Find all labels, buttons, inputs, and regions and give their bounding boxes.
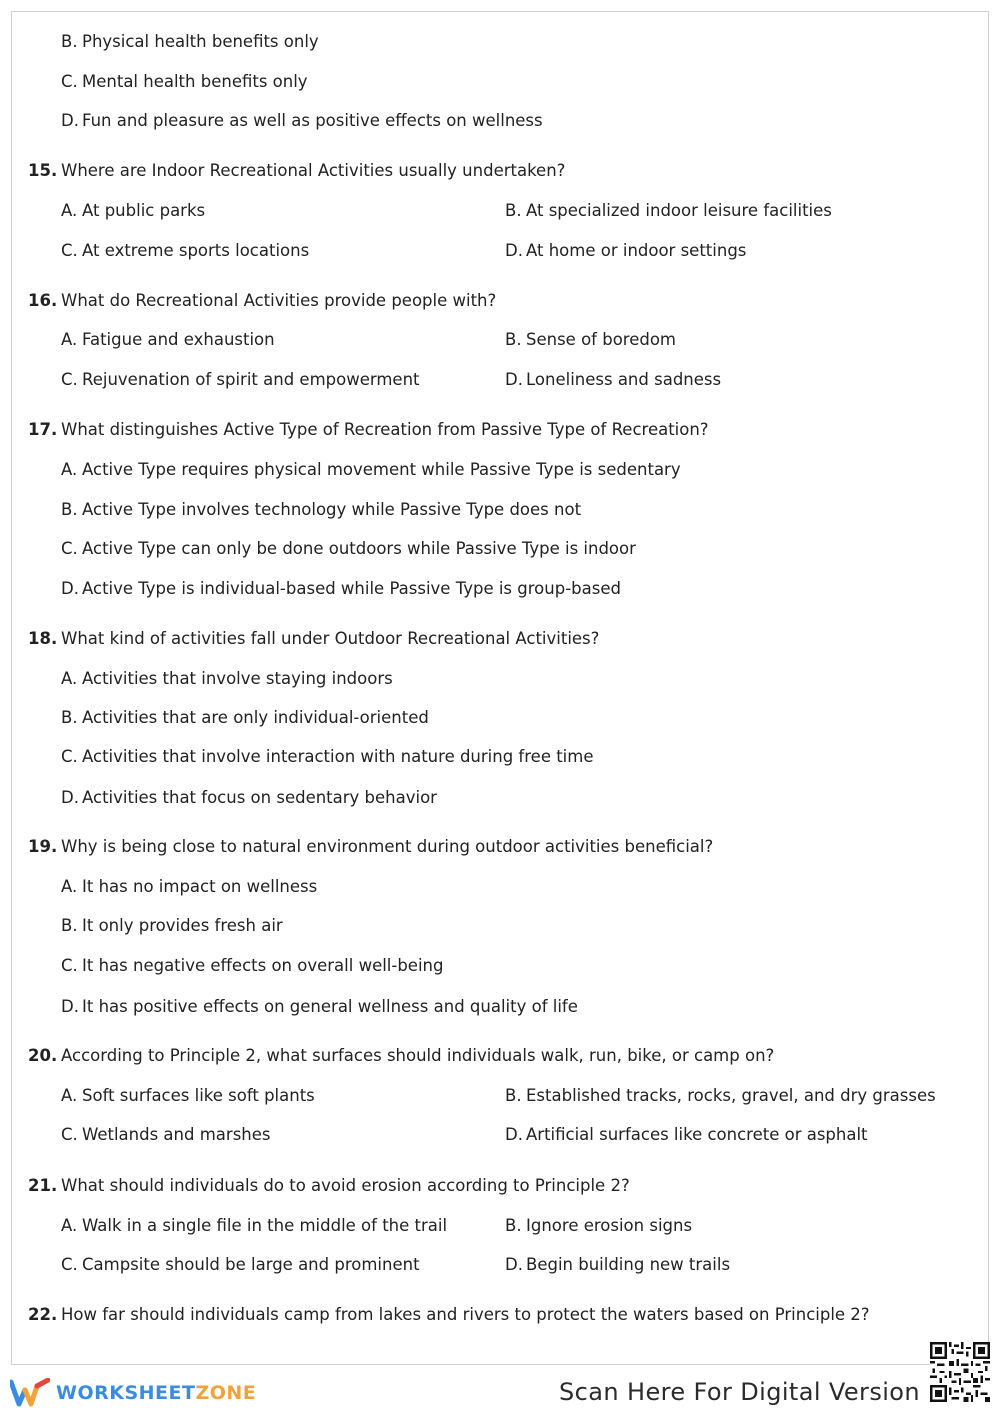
option: C. Rejuvenation of spirit and empowerment <box>61 370 420 389</box>
logo-text: WORKSHEETZONE <box>56 1382 257 1404</box>
option: A. Active Type requires physical movement while Passive Type is sedentary <box>61 460 681 479</box>
option: B. Ignore erosion signs <box>505 1216 693 1235</box>
option: A. Walk in a single file in the middle of the trail <box>61 1216 448 1235</box>
question-text: How far should individuals camp from lakes and rivers to protect the waters based on Principle 2? <box>61 1305 870 1324</box>
question-text: What should individuals do to avoid erosion according to Principle 2? <box>61 1176 630 1195</box>
option: C. Activities that involve interaction with nature during free time <box>61 747 594 766</box>
option: A. Fatigue and exhaustion <box>61 330 275 349</box>
option: C. Active Type can only be done outdoors while Passive Type is indoor <box>61 539 636 558</box>
option: D. Loneliness and sadness <box>505 370 722 389</box>
question-number: 20. <box>28 1046 58 1065</box>
question-text: Why is being close to natural environment during outdoor activities beneficial? <box>61 837 714 856</box>
option: A. At public parks <box>61 201 206 220</box>
option: B. It only provides fresh air <box>61 916 283 935</box>
option: C. Wetlands and marshes <box>61 1125 271 1144</box>
option-continued-d: D. Fun and pleasure as well as positive effects on wellness <box>61 111 543 130</box>
question-number: 17. <box>28 420 58 439</box>
option-continued-c: C. Mental health benefits only <box>61 72 308 91</box>
question-number: 16. <box>28 291 58 310</box>
option: D. Active Type is individual-based while Passive Type is group-based <box>61 579 621 598</box>
option: A. Soft surfaces like soft plants <box>61 1086 315 1105</box>
question-text: What kind of activities fall under Outdoor Recreational Activities? <box>61 629 600 648</box>
option: B. Activities that are only individual-oriented <box>61 708 429 727</box>
option: D. It has positive effects on general wellness and quality of life <box>61 997 578 1016</box>
question-text: Where are Indoor Recreational Activities usually undertaken? <box>61 161 566 180</box>
option: B. Active Type involves technology while Passive Type does not <box>61 500 582 519</box>
option: D. Artificial surfaces like concrete or asphalt <box>505 1125 868 1144</box>
option: D. At home or indoor settings <box>505 241 747 260</box>
logo-mark-icon <box>10 1378 50 1408</box>
option: A. It has no impact on wellness <box>61 877 318 896</box>
option: B. Established tracks, rocks, gravel, and dry grasses <box>505 1086 936 1105</box>
question-number: 15. <box>28 161 58 180</box>
question-number: 18. <box>28 629 58 648</box>
option: B. At specialized indoor leisure facilities <box>505 201 832 220</box>
option: D. Activities that focus on sedentary behavior <box>61 788 437 807</box>
option: C. It has negative effects on overall well-being <box>61 956 444 975</box>
option-continued-b: B. Physical health benefits only <box>61 32 319 51</box>
qr-code-icon[interactable] <box>930 1342 990 1402</box>
option: C. At extreme sports locations <box>61 241 310 260</box>
scan-instruction: Scan Here For Digital Version <box>559 1378 920 1406</box>
option: D. Begin building new trails <box>505 1255 731 1274</box>
worksheet-zone-logo[interactable] <box>10 1376 256 1410</box>
question-number: 21. <box>28 1176 58 1195</box>
question-text: What distinguishes Active Type of Recreation from Passive Type of Recreation? <box>61 420 709 439</box>
question-text: What do Recreational Activities provide people with? <box>61 291 497 310</box>
question-number: 19. <box>28 837 58 856</box>
question-number: 22. <box>28 1305 58 1324</box>
question-text: According to Principle 2, what surfaces should individuals walk, run, bike, or camp on? <box>61 1046 775 1065</box>
option: C. Campsite should be large and prominent <box>61 1255 420 1274</box>
option: A. Activities that involve staying indoors <box>61 669 393 688</box>
option: B. Sense of boredom <box>505 330 677 349</box>
